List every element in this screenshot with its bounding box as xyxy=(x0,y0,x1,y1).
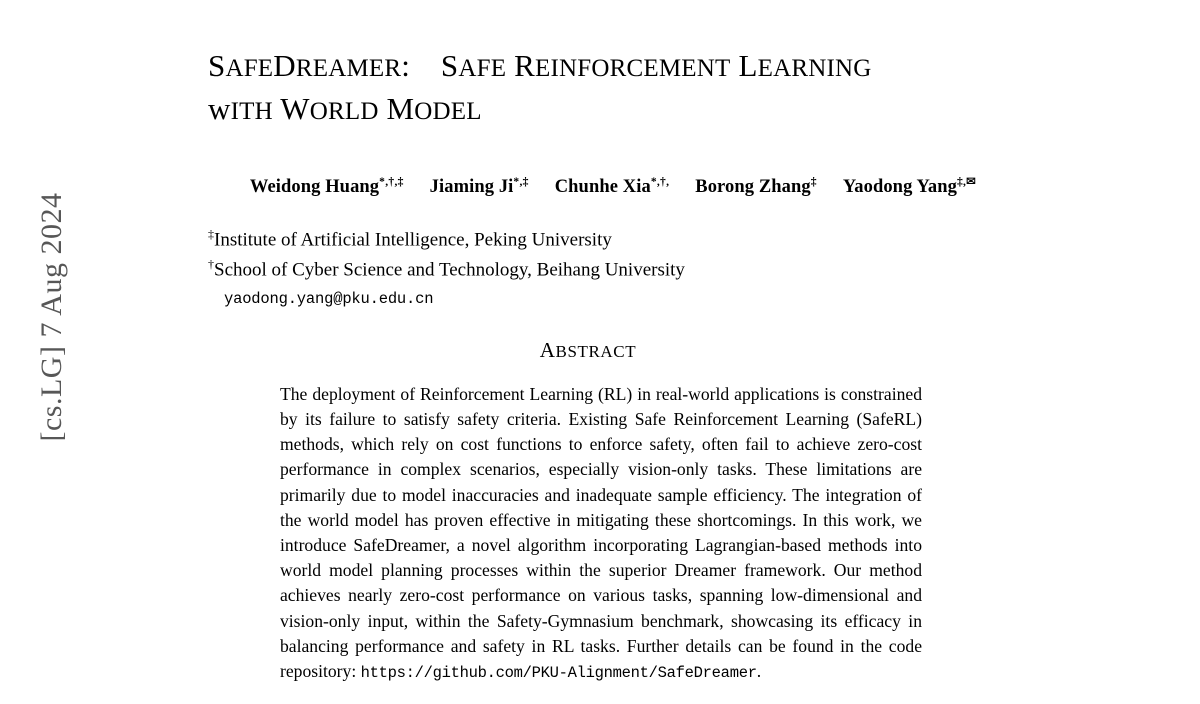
abstract-text xyxy=(280,382,922,686)
affiliation-marker: † xyxy=(208,257,214,272)
author-name: Borong Zhang xyxy=(695,177,811,198)
paper-front-matter xyxy=(208,0,1038,704)
affiliation-marker: ‡ xyxy=(208,227,214,242)
affiliation-item xyxy=(208,252,1038,282)
abstract-heading xyxy=(208,338,968,363)
abstract-heading-capital: A xyxy=(539,337,556,362)
abstract-text-main: The deployment of Reinforcement Learning (RL) in real-world applications is constrained by its failure to satisfy safety criteria. Existing Safe Reinforcement Learning (SafeRL) methods, which rely on cost functions to enforce safety, often fail to achieve zero-cost performance in complex scenarios, especially vision-only tasks. These limitations are primarily due to model inaccuracies and inadequate sample efficiency. The integration of the world model has proven effective in mitigating these shortcomings. In this work, we introduce SafeDreamer, a novel algorithm incorporating Lagrangian-based methods into world model planning processes within the superior Dreamer framework. Our method achieves nearly zero-cost performance on various tasks, spanning low-dimensional and vision-only input, within the Safety-Gymnasium benchmark, showcasing its efficacy in balancing performance and safety in RL tasks. Further details can be found in the code repository: xyxy=(280,383,922,682)
author-entry xyxy=(555,177,670,197)
author-affiliation-marks: ‡,✉ xyxy=(956,176,977,188)
code-repository-link[interactable]: https://github.com/PKU-Alignment/SafeDreamer xyxy=(360,664,757,683)
author-affiliation-marks: *,†,‡ xyxy=(379,176,404,188)
contact-email[interactable]: yaodong.yang@pku.edu.cn xyxy=(224,289,434,308)
title-line2: wITH WORLD MODEL xyxy=(208,91,482,126)
affiliation-text: School of Cyber Science and Technology, Beihang University xyxy=(214,259,685,281)
title-line1-rest: SAFE REINFORCEMENT LEARNING xyxy=(440,48,872,83)
author-entry xyxy=(250,177,404,197)
author-name: Jiaming Ji xyxy=(429,177,514,198)
page-title xyxy=(208,46,1038,132)
author-name: Chunhe Xia xyxy=(554,177,651,198)
affiliation-text: Institute of Artificial Intelligence, Peking University xyxy=(214,229,612,251)
abstract-text-tail: . xyxy=(756,661,762,682)
affiliation-item xyxy=(208,222,1038,252)
author-name: Yaodong Yang xyxy=(842,177,957,198)
author-entry xyxy=(430,177,529,197)
author-entry xyxy=(695,177,817,197)
author-entry xyxy=(843,177,976,197)
author-affiliation-marks: *,‡ xyxy=(513,176,529,188)
author-affiliation-marks: *,†, xyxy=(650,176,670,188)
affiliation-list xyxy=(208,222,1038,311)
author-affiliation-marks: ‡ xyxy=(810,176,817,188)
title-line1-word1: SAFEDREAMER: xyxy=(208,48,411,83)
abstract-heading-rest: BSTRACT xyxy=(555,341,637,361)
arxiv-identifier-stamp: [cs.LG] 7 Aug 2024 xyxy=(35,192,68,442)
author-name: Weidong Huang xyxy=(249,177,380,198)
author-list xyxy=(208,174,1018,198)
